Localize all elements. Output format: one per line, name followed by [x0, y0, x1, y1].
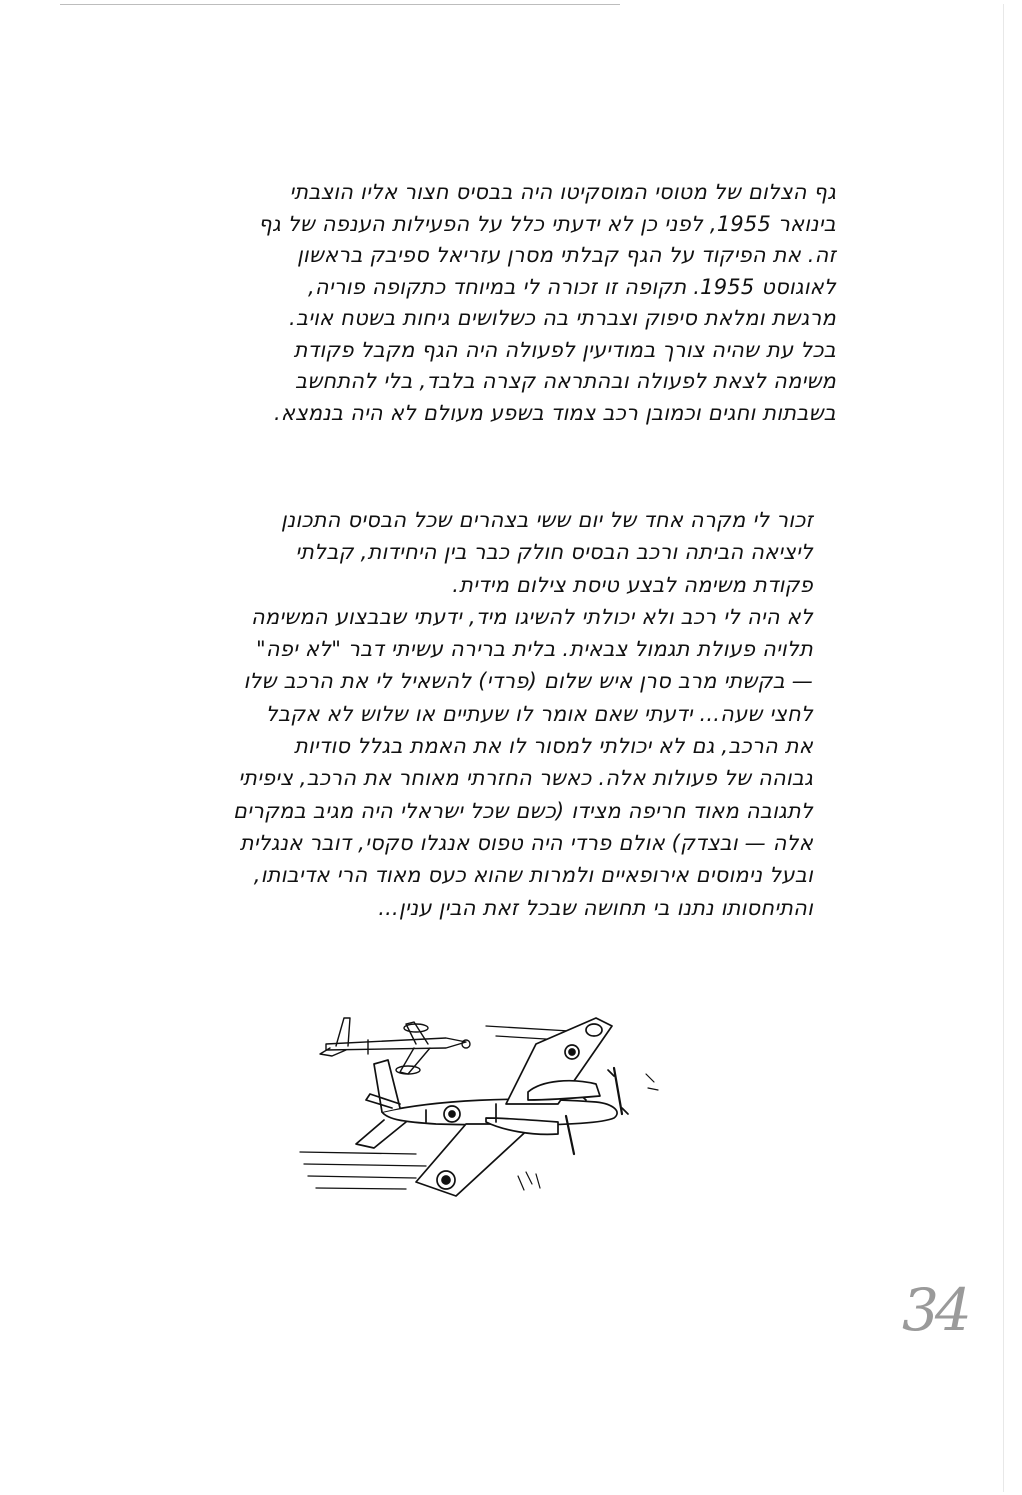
paragraph-2-line: לתגובה מאוד חריפה מצידו (כשם שכל ישראלי היה מגיב במקרים [232, 798, 813, 823]
paragraph-2-line: והתיחסותו נתנו בי תחושה שבכל זאת הבין ענין... [378, 895, 813, 920]
paragraph-1-line: גף הצלום של מטוסי המוסקיטו היה בבסיס חצור אליו הוצבתי [289, 180, 836, 204]
paragraph-1-line: בשבתות וחגים וכמובן רכב צמוד בשפע מעולם לא היה בנמצא. [274, 400, 836, 425]
paragraph-1-line: בכל עת שהיה צורך במודיעין לפעולה היה הגף מקבל פקודת [293, 337, 836, 362]
paragraph-1-line: בינואר 1955, לפני כן לא ידעתי כלל על הפעילות הענפה של גף [258, 211, 836, 236]
paragraph-1-line: זה. את הפיקוד על הגף קבלתי מסרן עזריאל ספיבק בראשון [297, 243, 836, 267]
mosquito-aircraft-illustration [296, 1004, 680, 1202]
paragraph-1-line: מרגשת ומלאת סיפוק וצברתי בה כשלושים גיחות בשטח אויב. [289, 306, 836, 330]
paragraph-2-line: ליציאה הביתה ורכב הבסיס חולק כבר בין היחידות, קבלתי [295, 540, 813, 565]
paragraph-2 [193, 504, 813, 924]
paragraph-2-line: תלויה פעולת תגמול צבאית. בלית ברירה עשיתי דבר "לא יפה" [256, 637, 813, 662]
paragraph-2-line: לחצי שעה... ידעתי שאם אומר לו שעתיים או שלוש לא אקבל [265, 701, 813, 726]
page-number: 34 [902, 1276, 968, 1344]
scan-top-rule [60, 4, 620, 5]
paragraph-2-line: ובעל נימוסים אירופאיים ולמרות שהוא כעס מאוד הרי אדיבותו, [253, 863, 813, 888]
paragraph-1-line: לאוגוסט 1955. תקופה זו זכורה לי במיוחד כתקופה פוריה, [308, 274, 836, 299]
paragraph-2-line: את הרכב, גם לא יכולתי למסור לו את האמת בגלל סודיות [293, 734, 813, 759]
paragraph-2-line: פקודת משימה לבצע טיסת צילום מידית. [452, 572, 813, 597]
paragraph-2-line: אלה — ובצדק) אולם פרדי היה טפוס אנגלו סקסי, דובר אנגלית [239, 830, 813, 855]
background-aircraft [320, 1018, 470, 1074]
paragraph-1 [196, 177, 836, 429]
paragraph-2-line: גבוהה של פעולות אלה. כאשר החזרתי מאוחר את הרכב, ציפיתי [238, 766, 813, 791]
paragraph-2-line: — בקשתי מרב סרן איש שלום (פרדי) להשאיל לי את הרכב שלו [243, 669, 813, 694]
paragraph-2-line: לא היה לי רכב ולא יכולתי להשיגו מיד, ידעתי שבבצוע המשימה [251, 604, 813, 629]
paragraph-1-line: משימה לצאת לפעולה ובהתראה קצרה בלבד, בלי להתחשב [294, 369, 836, 393]
scan-page-edge [1003, 4, 1004, 1492]
paragraph-2-line: זכור לי מקרה אחד של יום ששי בצהרים שכל הבסיס התכונן [280, 508, 813, 532]
main-aircraft [356, 1018, 658, 1196]
